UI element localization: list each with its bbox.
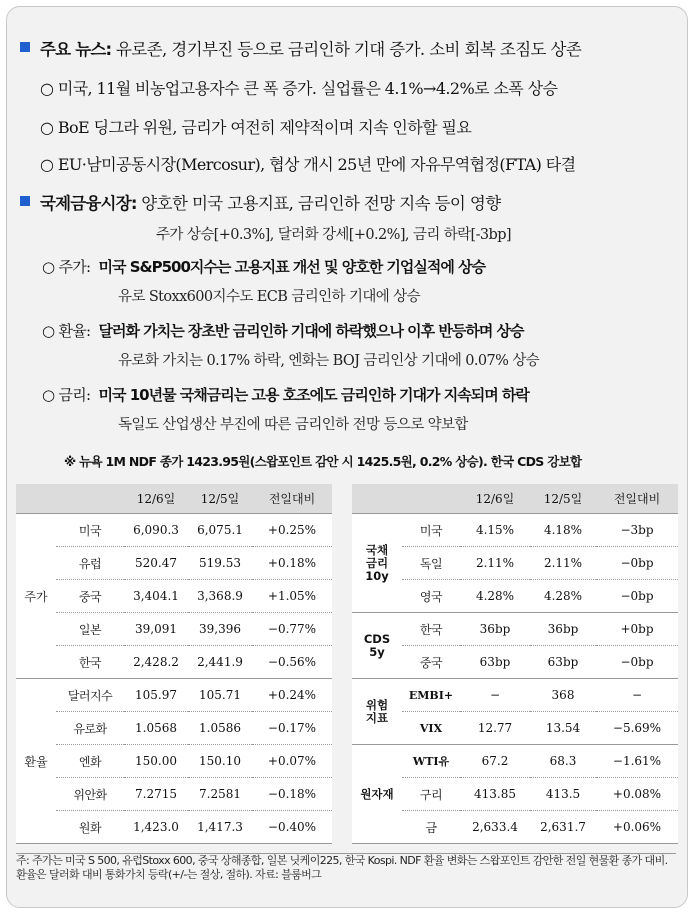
group-label: 환율 (16, 679, 56, 844)
value-change: −5.69% (596, 712, 678, 745)
value-date-1: 2,428.2 (124, 646, 188, 679)
value-change: +0bp (596, 613, 678, 646)
value-date-1: 7.2715 (124, 778, 188, 811)
value-change: −0.17% (252, 712, 332, 745)
news-item-3: ○ EU·남미공동시장(Mercosur), 협상 개시 25년 만에 자유무역협정(FTA) 타결 (40, 155, 576, 174)
value-date-1: 2,633.4 (460, 811, 530, 844)
value-date-1: 4.15% (460, 514, 530, 547)
value-change: +0.25% (252, 514, 332, 547)
group-label: 주가 (16, 514, 56, 679)
row-name: 금 (402, 811, 460, 844)
group-label: 국채 금리 10y (352, 514, 402, 613)
value-change: −0.40% (252, 811, 332, 844)
bullet-square-icon (20, 196, 30, 206)
fx-section-sub: 유로화 가치는 0.17% 하락, 엔화는 BOJ 금리인상 기대에 0.07% 상승 (118, 353, 540, 369)
row-name: 유로화 (56, 712, 124, 745)
stock-section-text: 미국 S&P500지수는 고용지표 개선 및 양호한 기업실적에 상승 (98, 258, 486, 276)
value-change: +0.18% (252, 547, 332, 580)
header-blank (352, 484, 402, 514)
intl-market-line (40, 190, 501, 214)
value-date-2: 39,396 (188, 613, 252, 646)
value-change: +0.08% (596, 778, 678, 811)
ndf-note: ※ 뉴욕 1M NDF 종가 1423.95원(스왑포인트 감안 시 1425.5원, 0.2% 상승). 한국 CDS 강보합 (64, 454, 582, 469)
table-row (16, 745, 332, 778)
value-change: +1.05% (252, 580, 332, 613)
left-market-table (16, 484, 332, 844)
row-name: 독일 (402, 547, 460, 580)
header-date-1: 12/6일 (124, 484, 188, 514)
table-row (16, 646, 332, 679)
table-row (16, 547, 332, 580)
value-change: −0.18% (252, 778, 332, 811)
header-date-2: 12/5일 (530, 484, 596, 514)
table-row (16, 514, 332, 547)
header-blank (16, 484, 56, 514)
row-name: 중국 (402, 646, 460, 679)
value-date-2: 36bp (530, 613, 596, 646)
value-date-1: 413.85 (460, 778, 530, 811)
news-item-2: ○ BoE 딩그라 위원, 금리가 여전히 제약적이며 지속 인하할 필요 (40, 118, 472, 137)
value-date-2: 2,631.7 (530, 811, 596, 844)
table-row (352, 514, 678, 547)
intl-market-text: 양호한 미국 고용지표, 금리인하 전망 지속 등이 영향 (136, 194, 501, 213)
table-row (16, 712, 332, 745)
value-change: −0.77% (252, 613, 332, 646)
value-date-2: 68.3 (530, 745, 596, 778)
row-name: EMBI+ (402, 679, 460, 712)
table-row (352, 613, 678, 646)
table-header-row (16, 484, 332, 514)
value-change: −1.61% (596, 745, 678, 778)
row-name: 위안화 (56, 778, 124, 811)
row-name: 엔화 (56, 745, 124, 778)
group-label: CDS 5y (352, 613, 402, 679)
value-date-1: 1.0568 (124, 712, 188, 745)
main-news-text: 유로존, 경기부진 등으로 금리인하 기대 증가. 소비 회복 조짐도 상존 (111, 40, 582, 59)
row-name: 일본 (56, 613, 124, 646)
value-date-2: 2,441.9 (188, 646, 252, 679)
rate-section-text: 미국 10년물 국채금리는 고용 호조에도 금리인하 기대가 지속되며 하락 (98, 386, 529, 404)
fx-section-head (42, 320, 524, 341)
row-name: 미국 (402, 514, 460, 547)
value-date-1: 105.97 (124, 679, 188, 712)
group-label: 위험 지표 (352, 679, 402, 745)
value-date-2: 3,368.9 (188, 580, 252, 613)
intl-market-label: 국제금융시장: (40, 194, 137, 213)
table-row (16, 580, 332, 613)
value-date-1: 2.11% (460, 547, 530, 580)
value-change: −0bp (596, 646, 678, 679)
row-name: 원화 (56, 811, 124, 844)
value-change: +0.24% (252, 679, 332, 712)
value-date-2: 1.0586 (188, 712, 252, 745)
bullet-square-icon (20, 42, 30, 52)
intl-summary: 주가 상승[+0.3%], 달러화 강세[+0.2%], 금리 하락[-3bp] (156, 227, 511, 243)
value-date-2: 368 (530, 679, 596, 712)
group-label: 원자재 (352, 745, 402, 844)
value-date-1: − (460, 679, 530, 712)
row-name: 한국 (56, 646, 124, 679)
table-row (16, 778, 332, 811)
table-row (352, 745, 678, 778)
value-date-2: 1,417.3 (188, 811, 252, 844)
value-date-2: 413.5 (530, 778, 596, 811)
row-name: 중국 (56, 580, 124, 613)
news-item-1: ○ 미국, 11월 비농업고용자수 큰 폭 증가. 실업률은 4.1%→4.2%로 소폭 상승 (40, 79, 558, 98)
rate-section-sub: 독일도 산업생산 부진에 따른 금리인하 전망 등으로 약보합 (118, 417, 468, 433)
value-date-2: 7.2581 (188, 778, 252, 811)
header-date-1: 12/6일 (460, 484, 530, 514)
value-date-1: 3,404.1 (124, 580, 188, 613)
value-date-1: 4.28% (460, 580, 530, 613)
header-change: 전일대비 (596, 484, 678, 514)
row-name: WTI유 (402, 745, 460, 778)
row-name: 달러지수 (56, 679, 124, 712)
row-name: 구리 (402, 778, 460, 811)
value-date-1: 63bp (460, 646, 530, 679)
value-date-1: 39,091 (124, 613, 188, 646)
value-date-1: 6,090.3 (124, 514, 188, 547)
value-date-1: 150.00 (124, 745, 188, 778)
value-date-2: 519.53 (188, 547, 252, 580)
value-date-1: 520.47 (124, 547, 188, 580)
stock-section-label: ○ 주가: (42, 258, 91, 276)
value-change: − (596, 679, 678, 712)
value-date-1: 1,423.0 (124, 811, 188, 844)
table-row (352, 679, 678, 712)
header-blank (56, 484, 124, 514)
value-date-2: 105.71 (188, 679, 252, 712)
fx-section-label: ○ 환율: (42, 322, 91, 340)
value-date-1: 67.2 (460, 745, 530, 778)
table-row (16, 613, 332, 646)
header-change: 전일대비 (252, 484, 332, 514)
rate-section-head (42, 384, 529, 405)
row-name: 유럽 (56, 547, 124, 580)
row-name: 영국 (402, 580, 460, 613)
footnote: 주: 주가는 미국 S 500, 유럽Stoxx 600, 중국 상해종합, 일본 닛케이225, 한국 Kospi. NDF 환율 변화는 스왑포인트 감안한 전일 현물환 종가 대비. 환율은 달러화 대비 통화가치 등락(+/-는 절상, 절하). 자료: 블룸버그 (16, 853, 676, 882)
right-market-table (352, 484, 678, 844)
row-name: 한국 (402, 613, 460, 646)
fx-section-text: 달러화 가치는 장초반 금리인하 기대에 하락했으나 이후 반등하며 상승 (98, 322, 524, 340)
main-news-label: 주요 뉴스: (40, 40, 112, 59)
row-name: 미국 (56, 514, 124, 547)
stock-section-head (42, 256, 485, 277)
value-change: +0.07% (252, 745, 332, 778)
value-date-2: 63bp (530, 646, 596, 679)
value-change: −0.56% (252, 646, 332, 679)
table-row (16, 811, 332, 844)
table-header-row (352, 484, 678, 514)
value-date-1: 12.77 (460, 712, 530, 745)
main-news-line (40, 36, 581, 60)
header-blank (402, 484, 460, 514)
value-date-2: 2.11% (530, 547, 596, 580)
value-change: −0bp (596, 547, 678, 580)
value-date-2: 6,075.1 (188, 514, 252, 547)
value-date-2: 150.10 (188, 745, 252, 778)
value-date-2: 4.18% (530, 514, 596, 547)
value-date-2: 13.54 (530, 712, 596, 745)
stock-section-sub: 유로 Stoxx600지수도 ECB 금리인하 기대에 상승 (118, 289, 420, 305)
table-row (16, 679, 332, 712)
value-change: +0.06% (596, 811, 678, 844)
value-date-2: 4.28% (530, 580, 596, 613)
value-change: −0bp (596, 580, 678, 613)
rate-section-label: ○ 금리: (42, 386, 91, 404)
header-date-2: 12/5일 (188, 484, 252, 514)
value-change: −3bp (596, 514, 678, 547)
row-name: VIX (402, 712, 460, 745)
value-date-1: 36bp (460, 613, 530, 646)
